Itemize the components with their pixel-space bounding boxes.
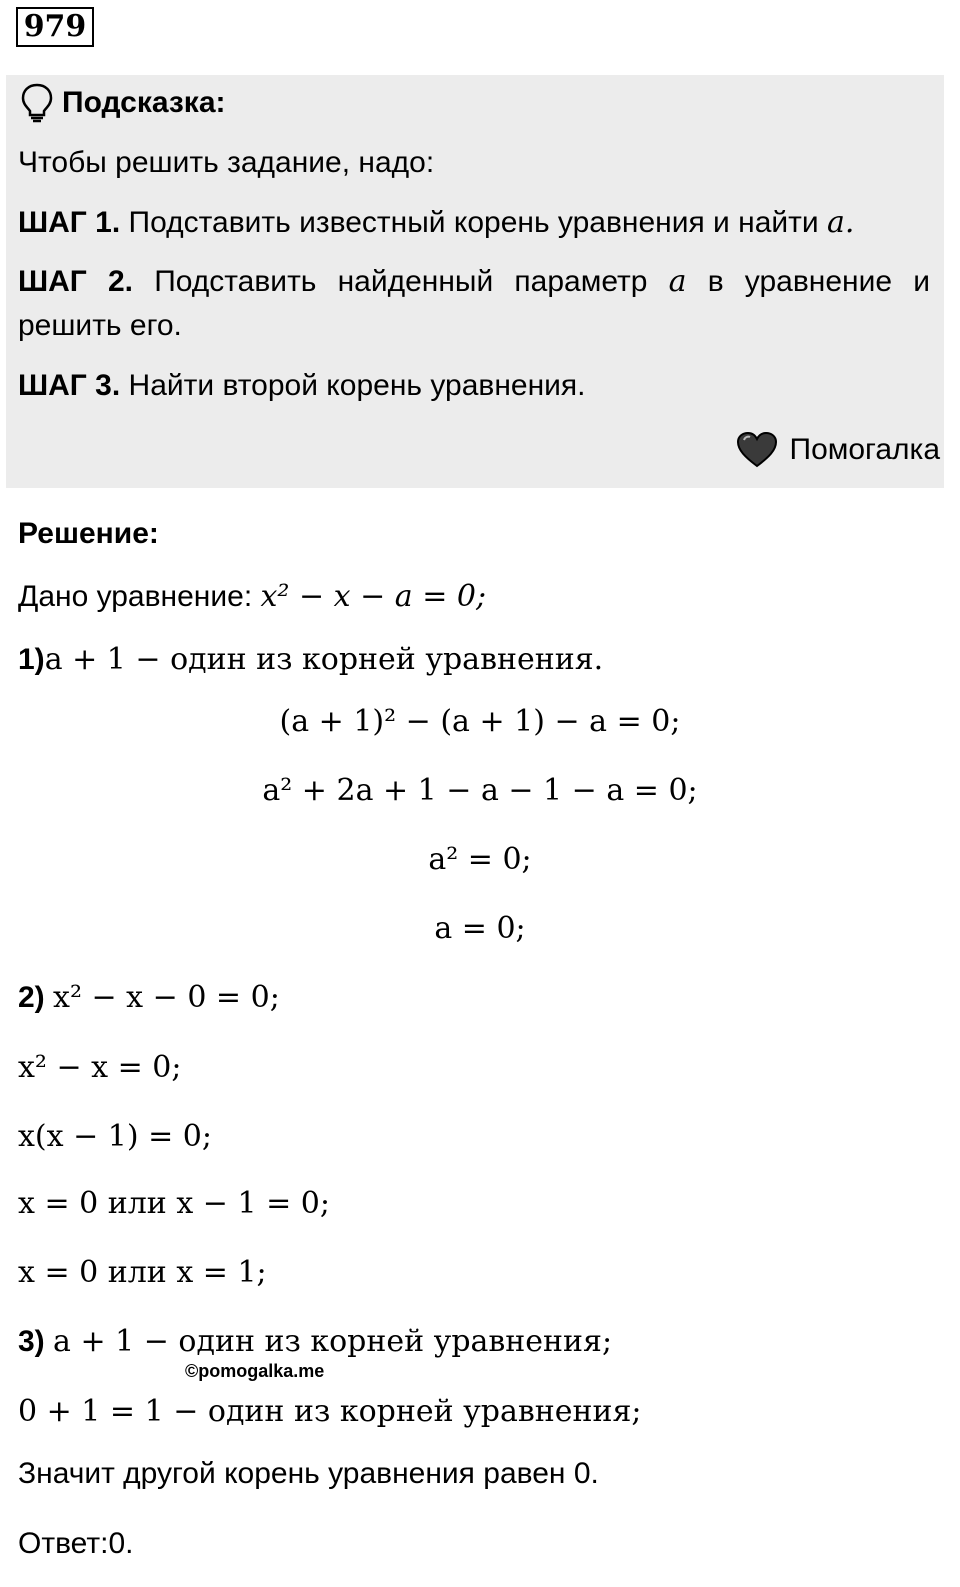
part-3-label: 3) bbox=[18, 1325, 45, 1358]
brand-badge bbox=[736, 428, 941, 472]
solution-title: Решение: bbox=[18, 517, 159, 550]
step-1-text: Подставить известный корень уравнения и найти bbox=[128, 206, 819, 239]
hint-title-text: Подсказка: bbox=[62, 86, 226, 119]
hint-intro: Чтобы решить задание, надо: bbox=[18, 146, 435, 179]
step-3-label: ШАГ 3. bbox=[18, 369, 121, 402]
lightbulb-icon bbox=[20, 83, 54, 123]
part-3-header bbox=[18, 1320, 612, 1364]
part-2-label: 2) bbox=[18, 981, 45, 1014]
hint-step-3 bbox=[18, 364, 585, 408]
brand-name: Помогалка bbox=[789, 433, 940, 466]
part-2-text: x² − x − 0 = 0; bbox=[53, 980, 280, 1015]
step-2-text-after: в уравнение и bbox=[707, 265, 930, 298]
step-2-var: a bbox=[668, 264, 687, 299]
hint-step-2 bbox=[18, 260, 930, 304]
p2-line-1: x² − x = 0; bbox=[18, 1050, 182, 1085]
given-equation: x² − x − a = 0; bbox=[260, 579, 487, 614]
hint-title bbox=[20, 83, 226, 123]
step-1-var: a bbox=[827, 205, 845, 240]
p2-line-4: x = 0 или x = 1; bbox=[18, 1255, 267, 1290]
p1-line-4: a = 0; bbox=[434, 911, 526, 946]
step-2-label: ШАГ 2. bbox=[18, 265, 134, 298]
answer: Ответ:0. bbox=[18, 1527, 134, 1560]
p1-line-3: a² = 0; bbox=[428, 842, 532, 877]
conclusion: Значит другой корень уравнения равен 0. bbox=[18, 1457, 599, 1490]
step-2-text-before: Подставить найденный параметр bbox=[154, 265, 648, 298]
part-1-header bbox=[18, 638, 603, 682]
watermark: ©pomogalka.me bbox=[185, 1361, 325, 1381]
step-3-text: Найти второй корень уравнения. bbox=[128, 369, 586, 402]
part-3-text: a + 1 − один из корней уравнения; bbox=[53, 1324, 613, 1359]
given-label: Дано уравнение: bbox=[18, 580, 253, 613]
p1-line-2: a² + 2a + 1 − a − 1 − a = 0; bbox=[262, 773, 698, 808]
p3-line: 0 + 1 = 1 − один из корней уравнения; bbox=[18, 1394, 642, 1429]
step-1-end: . bbox=[844, 205, 855, 240]
task-number: 979 bbox=[16, 7, 94, 47]
hint-step-2-line2: решить его. bbox=[18, 309, 182, 342]
p2-line-2: x(x − 1) = 0; bbox=[18, 1119, 212, 1154]
part-1-text: a + 1 − один из корней уравнения. bbox=[44, 642, 604, 677]
part-2-header bbox=[18, 976, 280, 1020]
p1-line-1: (a + 1)² − (a + 1) − a = 0; bbox=[279, 704, 681, 739]
hint-step-1 bbox=[18, 201, 854, 245]
given-line bbox=[18, 575, 486, 619]
part-1-label: 1) bbox=[18, 643, 45, 676]
step-1-label: ШАГ 1. bbox=[18, 206, 121, 239]
p2-line-3: x = 0 или x − 1 = 0; bbox=[18, 1186, 330, 1221]
heart-icon bbox=[736, 431, 778, 469]
